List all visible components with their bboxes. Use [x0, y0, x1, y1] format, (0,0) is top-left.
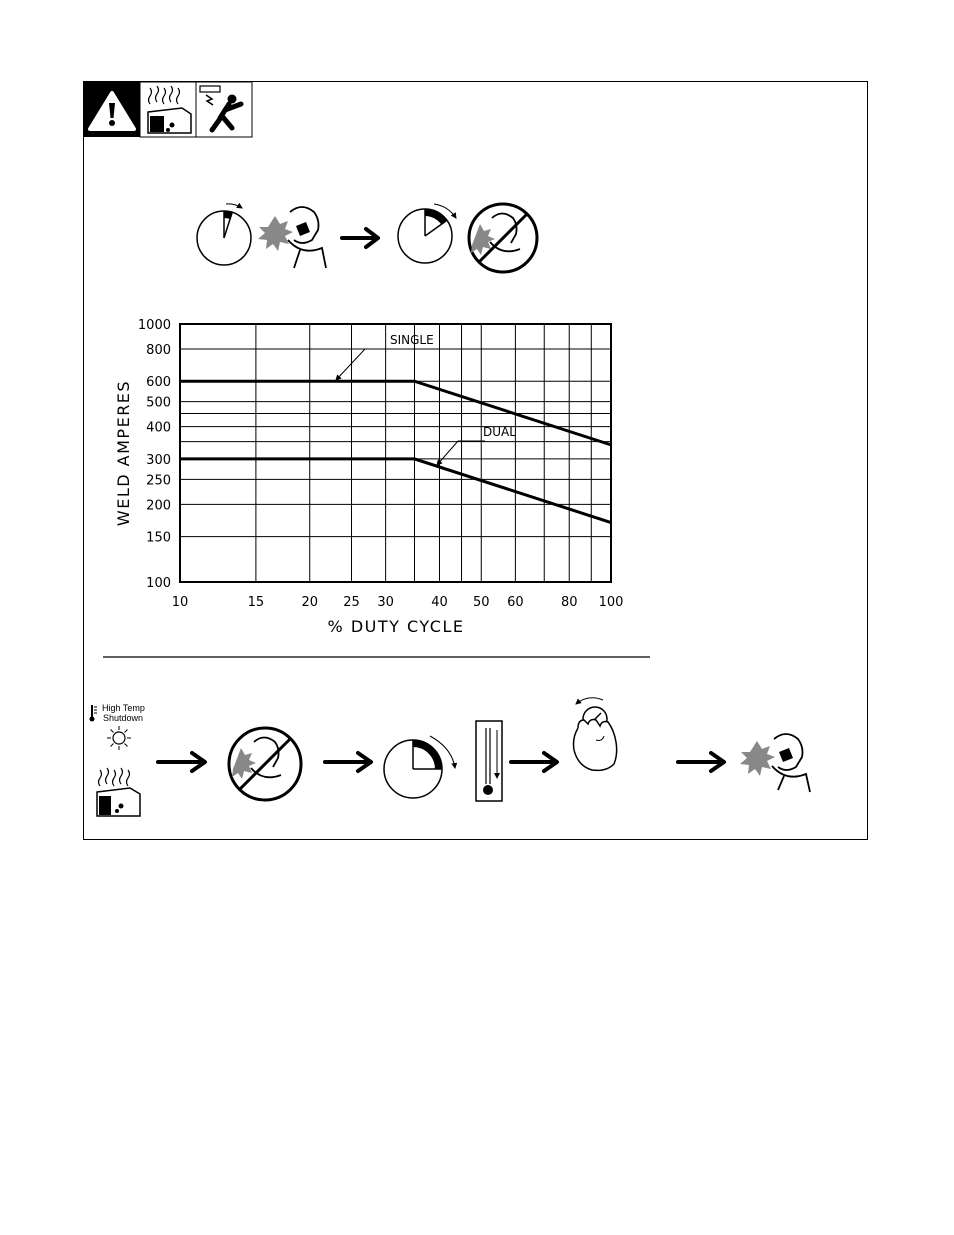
arrow-icon [325, 753, 371, 771]
arrow-icon [511, 753, 557, 771]
x-tick-label: 60 [507, 595, 524, 610]
y-tick-labels [138, 318, 171, 591]
series-label-dual: DUAL [483, 425, 516, 439]
welder-arc-icon [740, 734, 810, 792]
no-welding-icon [469, 204, 537, 272]
x-tick-label: 50 [472, 595, 490, 610]
thermometer-small-icon [90, 705, 98, 722]
y-tick-label: 1000 [137, 318, 171, 333]
y-tick-label: 400 [146, 420, 171, 436]
y-tick-label: 300 [146, 452, 171, 468]
x-tick-label: 100 [598, 595, 624, 610]
y-tick-label: 150 [146, 530, 171, 546]
y-axis-label: WELD AMPERES [114, 379, 133, 527]
x-tick-label: 10 [171, 595, 189, 610]
thermometer-cooling-icon [476, 721, 502, 801]
y-tick-label: 250 [146, 473, 171, 489]
series-label-single: SINGLE [390, 333, 434, 347]
x-axis-label: % DUTY CYCLE [327, 617, 465, 636]
callout-leader [336, 349, 392, 380]
x-tick-label: 15 [247, 595, 265, 610]
callout-leader [437, 441, 485, 465]
indicator-light-icon [107, 726, 131, 750]
x-tick-label: 40 [431, 595, 448, 610]
plot-area [180, 324, 611, 582]
x-tick-label: 20 [301, 595, 319, 610]
arrow-icon [158, 753, 205, 771]
x-tick-label: 80 [560, 595, 578, 610]
hot-enclosure-icon [140, 82, 196, 137]
clock-long-icon [398, 204, 456, 263]
no-welding-icon [229, 728, 301, 800]
chart-series [180, 333, 611, 523]
clock-wait-icon [384, 736, 455, 798]
clock-short-icon [197, 204, 251, 265]
x-tick-labels [172, 595, 624, 610]
y-tick-label: 500 [146, 395, 171, 411]
y-tick-label: 600 [146, 375, 171, 391]
x-tick-label: 30 [377, 595, 394, 610]
hand-knob-reset-icon [574, 698, 617, 771]
hot-enclosure-icon [97, 768, 140, 816]
y-tick-label: 100 [146, 576, 171, 591]
arrow-icon [678, 753, 724, 771]
chart-grid [180, 324, 611, 582]
shutdown-label: Shutdown [103, 713, 144, 723]
x-tick-label: 25 [343, 595, 360, 610]
y-tick-label: 200 [146, 498, 171, 514]
high-temp-label: High Temp [102, 703, 145, 713]
electric-shock-icon [196, 82, 252, 137]
arrow-icon [342, 229, 378, 247]
welder-arc-icon [258, 207, 326, 268]
y-tick-label: 800 [146, 343, 171, 359]
warning-triangle-icon [84, 82, 140, 137]
series-line-dual [180, 459, 611, 523]
duty-cycle-chart [114, 318, 623, 636]
